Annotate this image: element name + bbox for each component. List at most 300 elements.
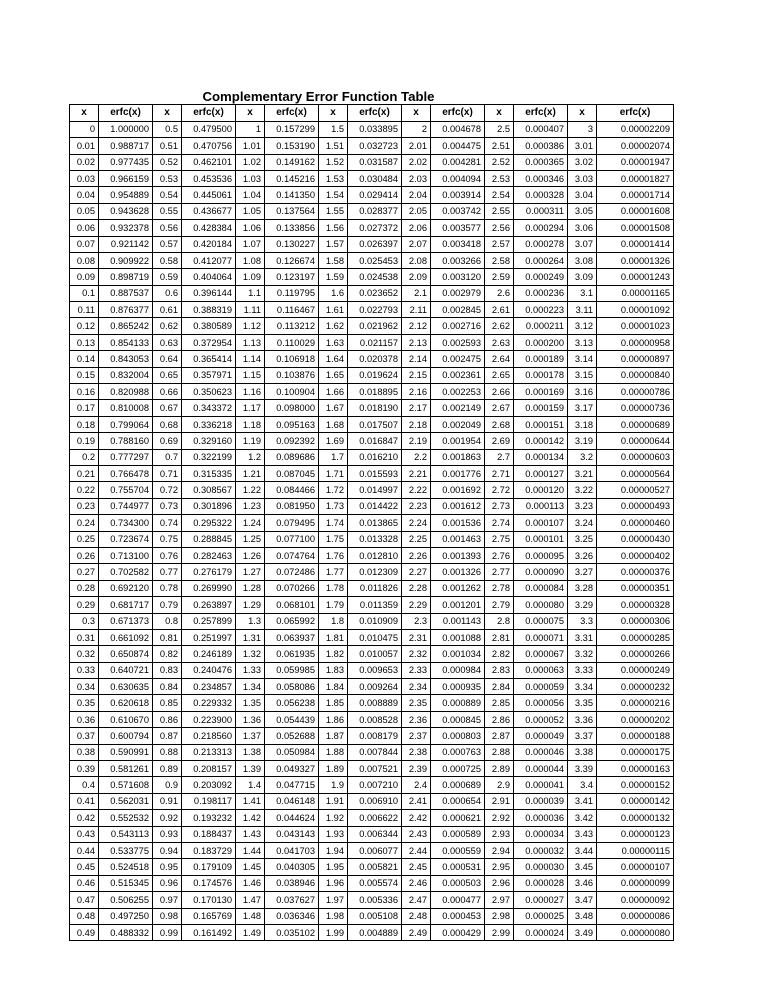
x-cell[interactable]: 0.12 [70,318,99,334]
erfc-cell[interactable]: 0.029414 [348,187,402,203]
x-cell[interactable]: 1.77 [319,564,348,580]
x-cell[interactable]: 2.33 [402,662,431,678]
x-cell[interactable]: 1.84 [319,679,348,695]
x-cell[interactable]: 0.47 [70,892,99,908]
erfc-cell[interactable]: 0.755704 [99,482,153,498]
x-cell[interactable]: 2.55 [485,203,514,219]
x-cell[interactable]: 1.15 [236,367,265,383]
x-cell[interactable]: 0.8 [153,613,182,629]
erfc-cell[interactable]: 0.017507 [348,416,402,432]
x-cell[interactable]: 2.99 [485,924,514,940]
erfc-cell[interactable]: 0.020378 [348,351,402,367]
erfc-cell[interactable]: 0.000075 [514,613,568,629]
x-cell[interactable]: 0.88 [153,744,182,760]
x-cell[interactable]: 2.75 [485,531,514,547]
x-cell[interactable]: 1.8 [319,613,348,629]
x-cell[interactable]: 1.26 [236,547,265,563]
erfc-cell[interactable]: 0.000264 [514,252,568,268]
erfc-cell[interactable]: 0.165769 [182,908,236,924]
x-cell[interactable]: 1.59 [319,269,348,285]
x-cell[interactable]: 1.18 [236,416,265,432]
erfc-cell[interactable]: 0.00002209 [597,121,674,137]
erfc-cell[interactable]: 0.000477 [431,892,485,908]
erfc-cell[interactable]: 0.072486 [265,564,319,580]
erfc-cell[interactable]: 0.203092 [182,777,236,793]
erfc-cell[interactable]: 0.301896 [182,498,236,514]
erfc-cell[interactable]: 0.00000202 [597,711,674,727]
erfc-cell[interactable]: 0.263897 [182,597,236,613]
erfc-cell[interactable]: 0.006077 [348,842,402,858]
x-cell[interactable]: 1.1 [236,285,265,301]
x-cell[interactable]: 0.58 [153,252,182,268]
erfc-cell[interactable]: 0.001034 [431,646,485,662]
erfc-cell[interactable]: 0.00000603 [597,449,674,465]
x-cell[interactable]: 0.63 [153,334,182,350]
x-cell[interactable]: 0.73 [153,498,182,514]
x-cell[interactable]: 3.05 [568,203,597,219]
x-cell[interactable]: 1 [236,121,265,137]
x-cell[interactable]: 3.31 [568,629,597,645]
erfc-cell[interactable]: 0.037627 [265,892,319,908]
x-cell[interactable]: 2.53 [485,170,514,186]
erfc-cell[interactable]: 0.515345 [99,875,153,891]
x-cell[interactable]: 0.28 [70,580,99,596]
x-cell[interactable]: 2.77 [485,564,514,580]
erfc-cell[interactable]: 0.571608 [99,777,153,793]
erfc-cell[interactable]: 0.001536 [431,515,485,531]
x-cell[interactable]: 2.59 [485,269,514,285]
erfc-cell[interactable]: 0.000311 [514,203,568,219]
x-cell[interactable]: 1.22 [236,482,265,498]
erfc-cell[interactable]: 0.002593 [431,334,485,350]
erfc-cell[interactable]: 0.001776 [431,465,485,481]
erfc-cell[interactable]: 0.025453 [348,252,402,268]
x-cell[interactable]: 2.31 [402,629,431,645]
erfc-cell[interactable]: 0.000725 [431,761,485,777]
erfc-cell[interactable]: 0.004094 [431,170,485,186]
x-cell[interactable]: 3.09 [568,269,597,285]
erfc-cell[interactable]: 0.412077 [182,252,236,268]
x-cell[interactable]: 3.27 [568,564,597,580]
x-cell[interactable]: 0.94 [153,842,182,858]
erfc-cell[interactable]: 0.015593 [348,465,402,481]
x-cell[interactable]: 3.06 [568,220,597,236]
erfc-cell[interactable]: 0.000278 [514,236,568,252]
erfc-cell[interactable]: 0.052688 [265,728,319,744]
erfc-cell[interactable]: 0.006622 [348,810,402,826]
erfc-cell[interactable]: 0.681717 [99,597,153,613]
erfc-cell[interactable]: 0.004281 [431,154,485,170]
erfc-cell[interactable]: 0.000063 [514,662,568,678]
erfc-cell[interactable]: 0.008179 [348,728,402,744]
erfc-cell[interactable]: 0.005108 [348,908,402,924]
erfc-cell[interactable]: 0.183729 [182,842,236,858]
erfc-cell[interactable]: 0.000803 [431,728,485,744]
x-cell[interactable]: 0.42 [70,810,99,826]
erfc-cell[interactable]: 0.024538 [348,269,402,285]
x-cell[interactable]: 2.38 [402,744,431,760]
erfc-cell[interactable]: 0.012309 [348,564,402,580]
x-cell[interactable]: 0.98 [153,908,182,924]
erfc-cell[interactable]: 0.001393 [431,547,485,563]
erfc-cell[interactable]: 0.00001165 [597,285,674,301]
erfc-cell[interactable]: 0.506255 [99,892,153,908]
erfc-cell[interactable]: 0.00000786 [597,384,674,400]
x-cell[interactable]: 0.66 [153,384,182,400]
x-cell[interactable]: 2.45 [402,859,431,875]
erfc-cell[interactable]: 0.744977 [99,498,153,514]
x-cell[interactable]: 2.96 [485,875,514,891]
x-cell[interactable]: 2.12 [402,318,431,334]
x-cell[interactable]: 1.74 [319,515,348,531]
x-cell[interactable]: 2.78 [485,580,514,596]
x-cell[interactable]: 3.04 [568,187,597,203]
x-cell[interactable]: 2.9 [485,777,514,793]
x-cell[interactable]: 0.6 [153,285,182,301]
x-cell[interactable]: 2.5 [485,121,514,137]
erfc-cell[interactable]: 0.047715 [265,777,319,793]
x-cell[interactable]: 2.47 [402,892,431,908]
erfc-cell[interactable]: 0.174576 [182,875,236,891]
x-cell[interactable]: 1.31 [236,629,265,645]
x-cell[interactable]: 2.91 [485,793,514,809]
erfc-cell[interactable]: 0.000044 [514,761,568,777]
erfc-cell[interactable]: 0.00000266 [597,646,674,662]
x-cell[interactable]: 0.01 [70,138,99,154]
x-cell[interactable]: 1.7 [319,449,348,465]
erfc-cell[interactable]: 0.041703 [265,842,319,858]
x-cell[interactable]: 2.43 [402,826,431,842]
x-cell[interactable]: 3.47 [568,892,597,908]
x-cell[interactable]: 1.51 [319,138,348,154]
erfc-cell[interactable]: 0.013328 [348,531,402,547]
erfc-cell[interactable]: 0.887537 [99,285,153,301]
erfc-cell[interactable]: 0.943628 [99,203,153,219]
x-cell[interactable]: 3.25 [568,531,597,547]
x-cell[interactable]: 0.32 [70,646,99,662]
x-cell[interactable]: 1.99 [319,924,348,940]
erfc-cell[interactable]: 0.00000689 [597,416,674,432]
x-cell[interactable]: 1.58 [319,252,348,268]
erfc-cell[interactable]: 0.000365 [514,154,568,170]
x-cell[interactable]: 1.06 [236,220,265,236]
x-cell[interactable]: 2.71 [485,465,514,481]
erfc-cell[interactable]: 0.462101 [182,154,236,170]
erfc-cell[interactable]: 0.010909 [348,613,402,629]
x-cell[interactable]: 0.25 [70,531,99,547]
erfc-cell[interactable]: 0.898719 [99,269,153,285]
x-cell[interactable]: 0.05 [70,203,99,219]
erfc-cell[interactable]: 0.336218 [182,416,236,432]
erfc-cell[interactable]: 0.031587 [348,154,402,170]
erfc-cell[interactable]: 0.000084 [514,580,568,596]
erfc-cell[interactable]: 0.00000142 [597,793,674,809]
x-cell[interactable]: 0.16 [70,384,99,400]
x-cell[interactable]: 3.33 [568,662,597,678]
erfc-cell[interactable]: 0.000169 [514,384,568,400]
erfc-cell[interactable]: 0.00000285 [597,629,674,645]
erfc-cell[interactable]: 0.013865 [348,515,402,531]
x-cell[interactable]: 1.64 [319,351,348,367]
x-cell[interactable]: 3.29 [568,597,597,613]
erfc-cell[interactable]: 0.098000 [265,400,319,416]
erfc-cell[interactable]: 0.003418 [431,236,485,252]
x-cell[interactable]: 0.7 [153,449,182,465]
erfc-cell[interactable]: 0.000189 [514,351,568,367]
x-cell[interactable]: 2.88 [485,744,514,760]
erfc-cell[interactable]: 0.00000232 [597,679,674,695]
erfc-cell[interactable]: 0.988717 [99,138,153,154]
x-cell[interactable]: 2.67 [485,400,514,416]
erfc-cell[interactable]: 0.001088 [431,629,485,645]
x-cell[interactable]: 3.4 [568,777,597,793]
erfc-cell[interactable]: 0.610670 [99,711,153,727]
x-cell[interactable]: 1.12 [236,318,265,334]
x-cell[interactable]: 1.48 [236,908,265,924]
x-cell[interactable]: 0.46 [70,875,99,891]
x-cell[interactable]: 1.93 [319,826,348,842]
erfc-cell[interactable]: 0.106918 [265,351,319,367]
x-cell[interactable]: 3.02 [568,154,597,170]
x-cell[interactable]: 3.1 [568,285,597,301]
x-cell[interactable]: 0.62 [153,318,182,334]
x-cell[interactable]: 0 [70,121,99,137]
erfc-cell[interactable]: 0.002979 [431,285,485,301]
erfc-cell[interactable]: 0.322199 [182,449,236,465]
erfc-cell[interactable]: 0.000041 [514,777,568,793]
x-cell[interactable]: 0.56 [153,220,182,236]
erfc-cell[interactable]: 0.640721 [99,662,153,678]
erfc-cell[interactable]: 0.000429 [431,924,485,940]
erfc-cell[interactable]: 0.00000107 [597,859,674,875]
erfc-cell[interactable]: 0.000090 [514,564,568,580]
x-cell[interactable]: 3.32 [568,646,597,662]
erfc-cell[interactable]: 0.018190 [348,400,402,416]
erfc-cell[interactable]: 0.000935 [431,679,485,695]
x-cell[interactable]: 1.55 [319,203,348,219]
x-cell[interactable]: 0.75 [153,531,182,547]
x-cell[interactable]: 1.01 [236,138,265,154]
erfc-cell[interactable]: 0.005574 [348,875,402,891]
erfc-cell[interactable]: 0.003266 [431,252,485,268]
erfc-cell[interactable]: 0.000294 [514,220,568,236]
erfc-cell[interactable]: 0.365414 [182,351,236,367]
erfc-cell[interactable]: 0.329160 [182,433,236,449]
erfc-cell[interactable]: 0.005336 [348,892,402,908]
x-cell[interactable]: 1.96 [319,875,348,891]
x-cell[interactable]: 1.02 [236,154,265,170]
x-cell[interactable]: 2.83 [485,662,514,678]
erfc-cell[interactable]: 0.007210 [348,777,402,793]
x-cell[interactable]: 0.43 [70,826,99,842]
erfc-cell[interactable]: 0.000080 [514,597,568,613]
x-cell[interactable]: 2.86 [485,711,514,727]
x-cell[interactable]: 0.15 [70,367,99,383]
x-cell[interactable]: 1.72 [319,482,348,498]
x-cell[interactable]: 0.92 [153,810,182,826]
erfc-cell[interactable]: 0.002716 [431,318,485,334]
x-cell[interactable]: 1.69 [319,433,348,449]
x-cell[interactable]: 0.72 [153,482,182,498]
erfc-cell[interactable]: 0.001143 [431,613,485,629]
x-cell[interactable]: 1.35 [236,695,265,711]
erfc-cell[interactable]: 0.000049 [514,728,568,744]
erfc-cell[interactable]: 0.00000840 [597,367,674,383]
x-cell[interactable]: 3.49 [568,924,597,940]
erfc-cell[interactable]: 0.00000493 [597,498,674,514]
x-cell[interactable]: 2.97 [485,892,514,908]
erfc-cell[interactable]: 0.179109 [182,859,236,875]
x-cell[interactable]: 0.61 [153,302,182,318]
x-cell[interactable]: 3 [568,121,597,137]
x-cell[interactable]: 3.21 [568,465,597,481]
erfc-cell[interactable]: 0.788160 [99,433,153,449]
x-cell[interactable]: 2.17 [402,400,431,416]
erfc-cell[interactable]: 0.223900 [182,711,236,727]
erfc-cell[interactable]: 0.00000351 [597,580,674,596]
erfc-cell[interactable]: 0.014997 [348,482,402,498]
erfc-cell[interactable]: 0.092392 [265,433,319,449]
x-cell[interactable]: 1.24 [236,515,265,531]
erfc-cell[interactable]: 0.193232 [182,810,236,826]
x-cell[interactable]: 3.14 [568,351,597,367]
x-cell[interactable]: 1.41 [236,793,265,809]
erfc-cell[interactable]: 0.00001023 [597,318,674,334]
erfc-cell[interactable]: 0.000453 [431,908,485,924]
x-cell[interactable]: 0.36 [70,711,99,727]
erfc-cell[interactable]: 0.001954 [431,433,485,449]
erfc-cell[interactable]: 0.016847 [348,433,402,449]
erfc-cell[interactable]: 0.126674 [265,252,319,268]
x-cell[interactable]: 3.39 [568,761,597,777]
x-cell[interactable]: 2.08 [402,252,431,268]
x-cell[interactable]: 2.7 [485,449,514,465]
x-cell[interactable]: 3.16 [568,384,597,400]
erfc-cell[interactable]: 0.070266 [265,580,319,596]
erfc-cell[interactable]: 0.000178 [514,367,568,383]
erfc-cell[interactable]: 0.003742 [431,203,485,219]
erfc-cell[interactable]: 0.023652 [348,285,402,301]
erfc-cell[interactable]: 0.000027 [514,892,568,908]
x-cell[interactable]: 0.38 [70,744,99,760]
x-cell[interactable]: 2.39 [402,761,431,777]
x-cell[interactable]: 0.29 [70,597,99,613]
erfc-cell[interactable]: 0.000127 [514,465,568,481]
erfc-cell[interactable]: 0.000028 [514,875,568,891]
erfc-cell[interactable]: 0.620618 [99,695,153,711]
erfc-cell[interactable]: 0.357971 [182,367,236,383]
erfc-cell[interactable]: 0.820988 [99,384,153,400]
x-cell[interactable]: 2.58 [485,252,514,268]
x-cell[interactable]: 1.56 [319,220,348,236]
x-cell[interactable]: 1.34 [236,679,265,695]
erfc-cell[interactable]: 0.001326 [431,564,485,580]
x-cell[interactable]: 1.38 [236,744,265,760]
x-cell[interactable]: 0.11 [70,302,99,318]
x-cell[interactable]: 3.45 [568,859,597,875]
x-cell[interactable]: 3.03 [568,170,597,186]
erfc-cell[interactable]: 0.876377 [99,302,153,318]
x-cell[interactable]: 2.89 [485,761,514,777]
erfc-cell[interactable]: 0.445061 [182,187,236,203]
erfc-cell[interactable]: 0.00000736 [597,400,674,416]
x-cell[interactable]: 2.74 [485,515,514,531]
x-cell[interactable]: 2.6 [485,285,514,301]
x-cell[interactable]: 2.3 [402,613,431,629]
erfc-cell[interactable]: 0.153190 [265,138,319,154]
erfc-cell[interactable]: 0.000984 [431,662,485,678]
x-cell[interactable]: 1.88 [319,744,348,760]
x-cell[interactable]: 3.08 [568,252,597,268]
x-cell[interactable]: 2.23 [402,498,431,514]
erfc-cell[interactable]: 0.229332 [182,695,236,711]
erfc-cell[interactable]: 0.000107 [514,515,568,531]
erfc-cell[interactable]: 0.372954 [182,334,236,350]
x-cell[interactable]: 2.92 [485,810,514,826]
erfc-cell[interactable]: 0.018895 [348,384,402,400]
erfc-cell[interactable]: 0.350623 [182,384,236,400]
erfc-cell[interactable]: 0.000113 [514,498,568,514]
x-cell[interactable]: 0.48 [70,908,99,924]
x-cell[interactable]: 1.09 [236,269,265,285]
erfc-cell[interactable]: 0.027372 [348,220,402,236]
x-cell[interactable]: 0.4 [70,777,99,793]
x-cell[interactable]: 1.28 [236,580,265,596]
x-cell[interactable]: 2.76 [485,547,514,563]
x-cell[interactable]: 2.02 [402,154,431,170]
erfc-cell[interactable]: 0.00000564 [597,465,674,481]
x-cell[interactable]: 2.29 [402,597,431,613]
x-cell[interactable]: 2.72 [485,482,514,498]
erfc-cell[interactable]: 0.234857 [182,679,236,695]
x-cell[interactable]: 0.65 [153,367,182,383]
x-cell[interactable]: 1.39 [236,761,265,777]
erfc-cell[interactable]: 0.011826 [348,580,402,596]
erfc-cell[interactable]: 0.113212 [265,318,319,334]
erfc-cell[interactable]: 0.00000188 [597,728,674,744]
erfc-cell[interactable]: 0.00001947 [597,154,674,170]
erfc-cell[interactable]: 0.068101 [265,597,319,613]
erfc-cell[interactable]: 0.016210 [348,449,402,465]
x-cell[interactable]: 2.36 [402,711,431,727]
erfc-cell[interactable]: 0.00001827 [597,170,674,186]
erfc-cell[interactable]: 0.161492 [182,924,236,940]
x-cell[interactable]: 1.68 [319,416,348,432]
erfc-cell[interactable]: 0.157299 [265,121,319,137]
x-cell[interactable]: 1.89 [319,761,348,777]
erfc-cell[interactable]: 0.003914 [431,187,485,203]
x-cell[interactable]: 0.53 [153,170,182,186]
erfc-cell[interactable]: 0.600794 [99,728,153,744]
erfc-cell[interactable]: 0.843053 [99,351,153,367]
erfc-cell[interactable]: 0.004889 [348,924,402,940]
x-cell[interactable]: 2.28 [402,580,431,596]
erfc-cell[interactable]: 0.00000460 [597,515,674,531]
erfc-cell[interactable]: 0.000030 [514,859,568,875]
erfc-cell[interactable]: 0.00001243 [597,269,674,285]
x-cell[interactable]: 0.44 [70,842,99,858]
x-cell[interactable]: 0.82 [153,646,182,662]
erfc-cell[interactable]: 0.008528 [348,711,402,727]
erfc-cell[interactable]: 0.000120 [514,482,568,498]
erfc-cell[interactable]: 0.000052 [514,711,568,727]
x-cell[interactable]: 1.9 [319,777,348,793]
x-cell[interactable]: 0.95 [153,859,182,875]
x-cell[interactable]: 3.01 [568,138,597,154]
x-cell[interactable]: 1.08 [236,252,265,268]
erfc-cell[interactable]: 0.006910 [348,793,402,809]
erfc-cell[interactable]: 0.251997 [182,629,236,645]
